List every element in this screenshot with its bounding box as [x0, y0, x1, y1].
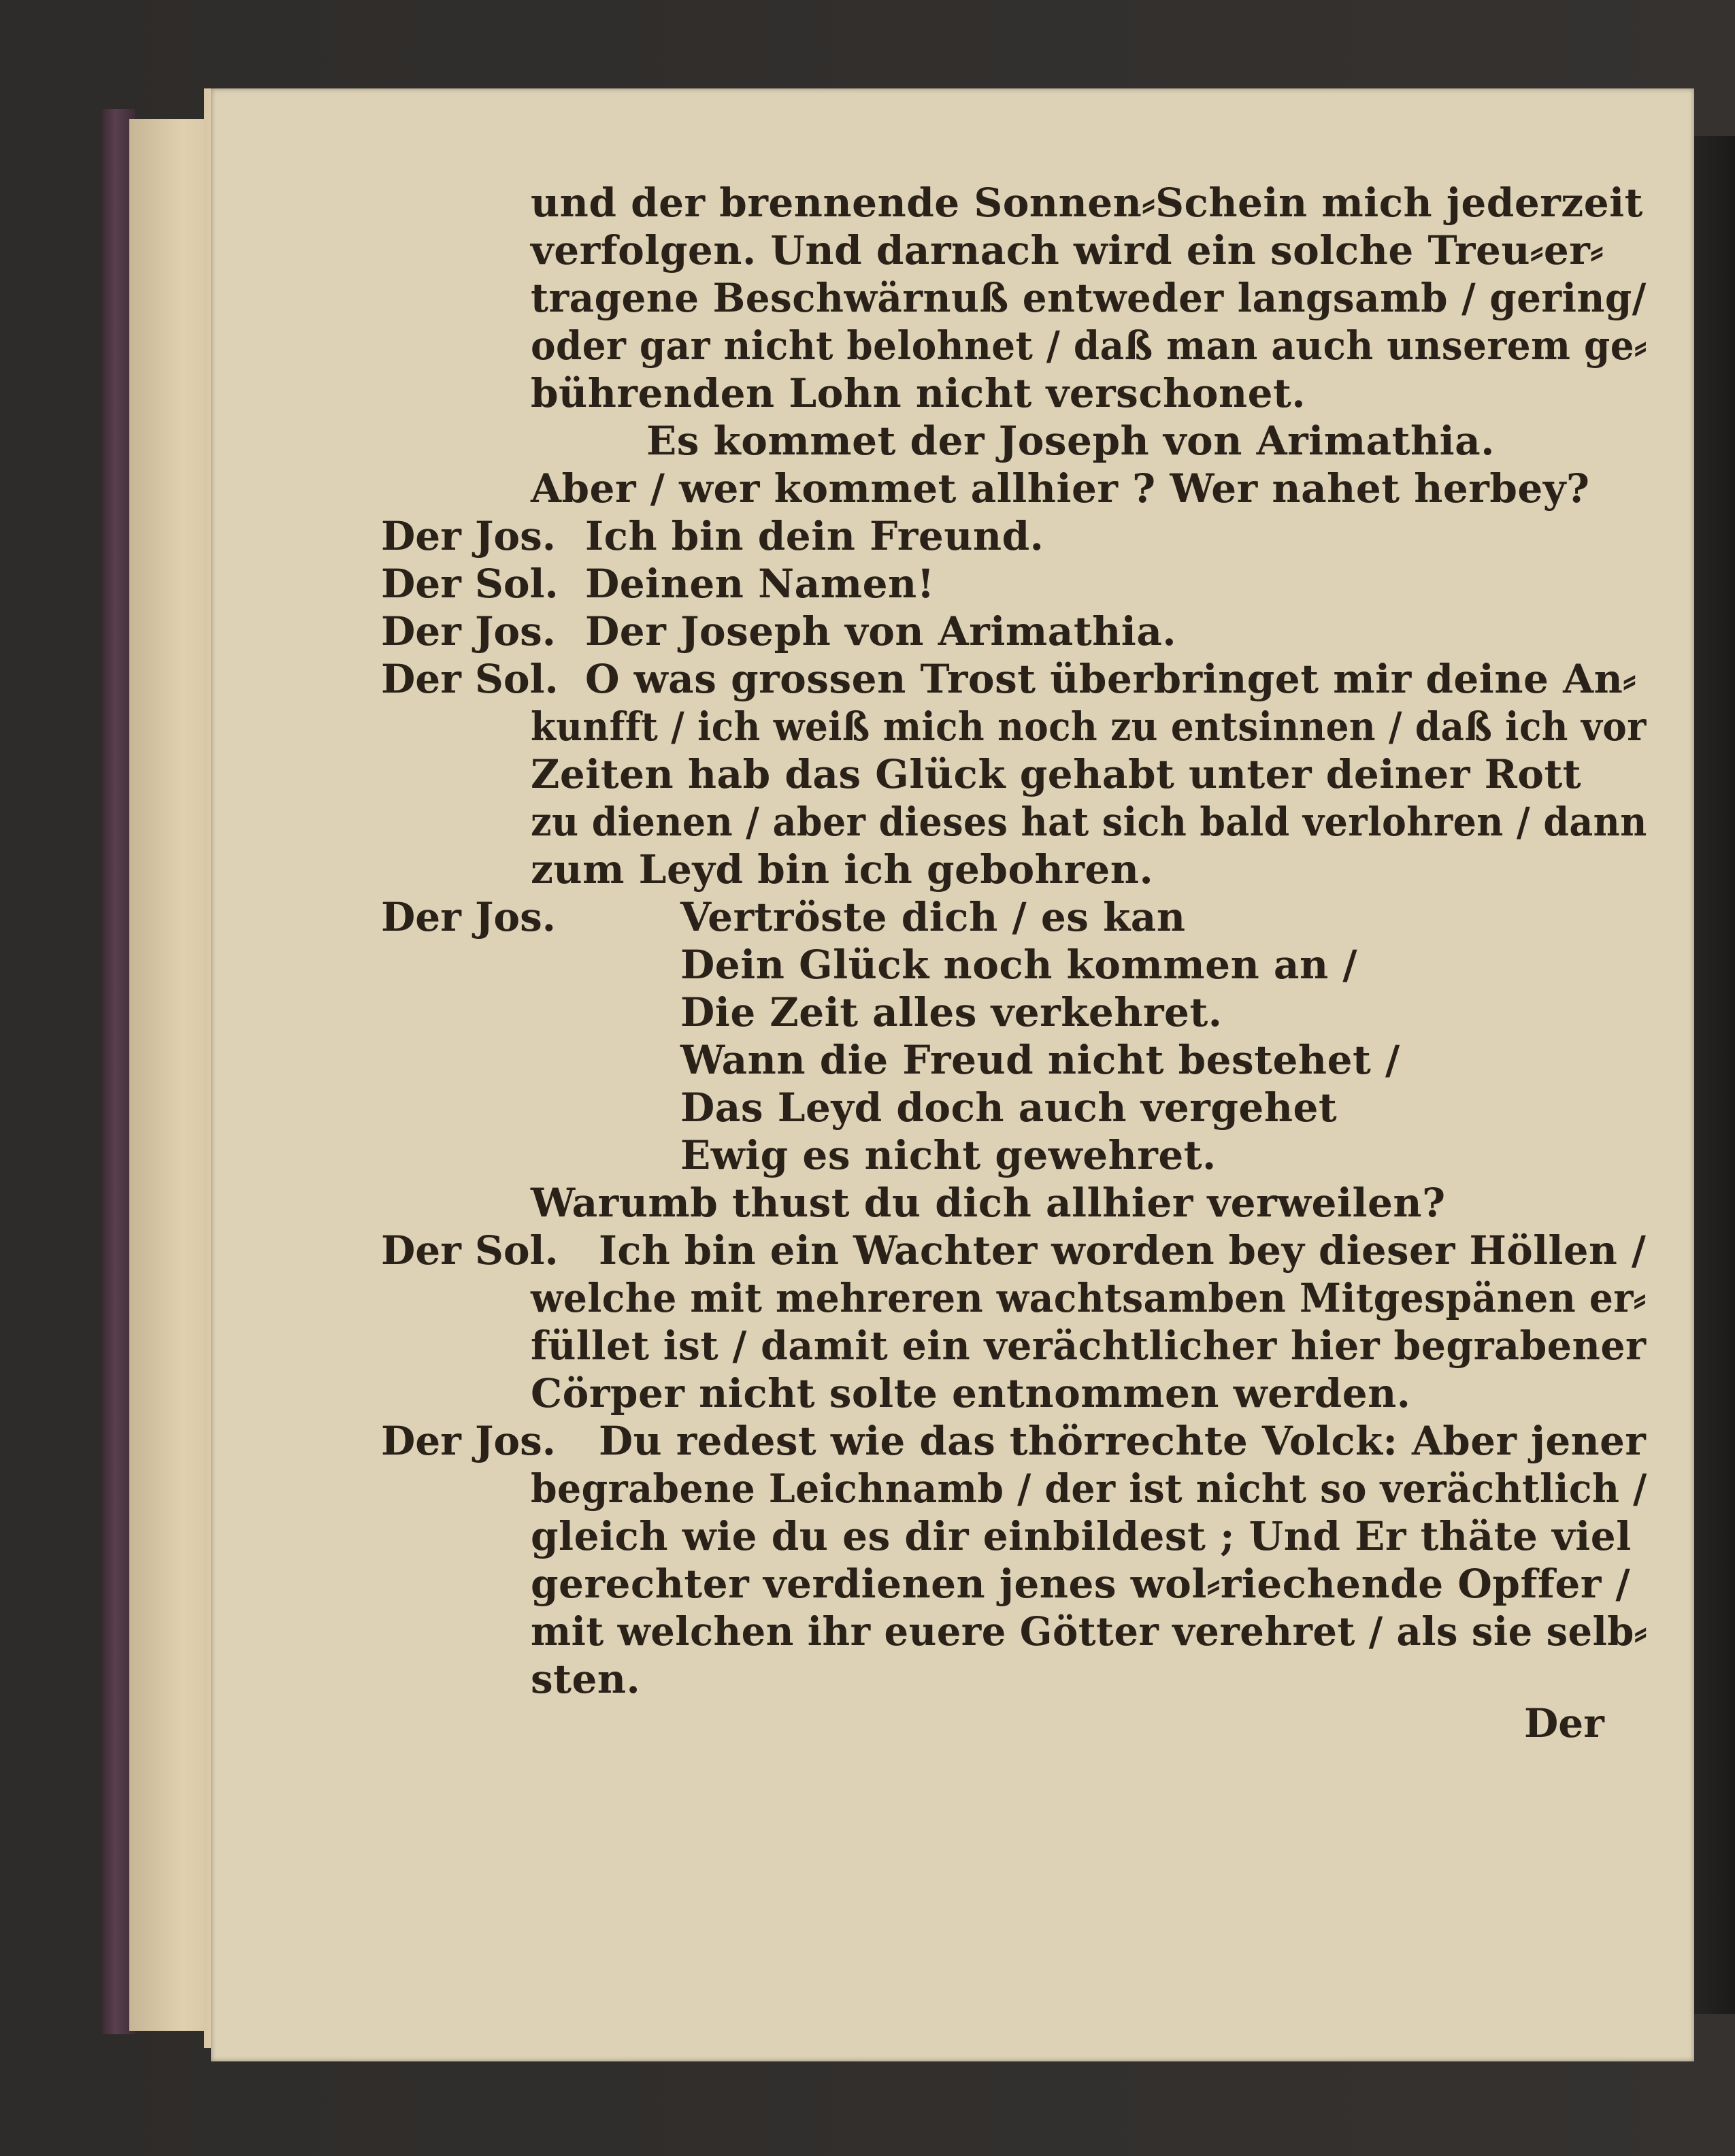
- catchword: Der: [1524, 1700, 1604, 1746]
- speaker-label: Der Jos.: [381, 1418, 556, 1464]
- dialogue-line: Du redest wie das thörrechte Volck: Aber jener: [599, 1418, 1647, 1464]
- book-page: [211, 88, 1694, 2061]
- dialogue-line: O was grossen Trost überbringet mir deine An⸗: [585, 656, 1637, 702]
- text-line: Cörper nicht solte entnommen werden.: [531, 1370, 1411, 1416]
- text-line: und der brennende Sonnen⸗Schein mich jederzeit: [531, 180, 1643, 226]
- verse-line: Ewig es nicht gewehret.: [680, 1132, 1217, 1178]
- text-line: bührenden Lohn nicht verschonet.: [531, 370, 1306, 416]
- text-line: kunfft / ich weiß mich noch zu entsinnen / daß ich vor: [531, 703, 1647, 750]
- text-line: mit welchen ihr euere Götter verehret / als sie selb⸗: [531, 1608, 1647, 1655]
- verse-line: Die Zeit alles verkehret.: [680, 989, 1223, 1035]
- dialogue-line: Ich bin ein Wachter worden bey dieser Höllen /: [599, 1227, 1647, 1274]
- verse-line: Vertröste dich / es kan: [680, 894, 1186, 940]
- text-line: verfolgen. Und darnach wird ein solche Treu⸗er⸗: [531, 227, 1604, 273]
- speaker-label: Der Sol.: [381, 1227, 559, 1274]
- dialogue-line: Der Joseph von Arimathia.: [585, 608, 1177, 654]
- speaker-label: Der Sol.: [381, 561, 559, 607]
- text-line: gerechter verdienen jenes wol⸗riechende Opffer /: [531, 1561, 1631, 1607]
- text-line: welche mit mehreren wachtsamben Mitgespänen er⸗: [531, 1275, 1647, 1321]
- verse-line: Wann die Freud nicht bestehet /: [680, 1037, 1400, 1083]
- text-line: Warumb thust du dich allhier verweilen?: [531, 1180, 1446, 1226]
- speaker-label: Der Jos.: [381, 513, 556, 559]
- text-line: füllet ist / damit ein verächtlicher hier begrabener: [531, 1323, 1647, 1369]
- speaker-label: Der Sol.: [381, 656, 559, 702]
- text-line: zu dienen / aber dieses hat sich bald verlohren / dann: [531, 799, 1647, 845]
- text-line: Zeiten hab das Glück gehabt unter deiner Rott: [531, 751, 1582, 797]
- speaker-label: Der Jos.: [381, 608, 556, 654]
- text-line: gleich wie du es dir einbildest ; Und Er thäte viel: [531, 1513, 1632, 1559]
- verse-line: Das Leyd doch auch vergehet: [680, 1084, 1338, 1131]
- verse-line: Dein Glück noch kommen an /: [680, 942, 1358, 988]
- speaker-label: Der Jos.: [381, 894, 556, 940]
- text-line: oder gar nicht belohnet / daß man auch unserem ge⸗: [531, 322, 1647, 369]
- text-line: zum Leyd bin ich gebohren.: [531, 846, 1154, 893]
- text-line: Aber / wer kommet allhier ? Wer nahet herbey?: [531, 465, 1590, 512]
- stage-direction: Es kommet der Joseph von Arimathia.: [646, 418, 1495, 464]
- text-line: sten.: [531, 1656, 641, 1702]
- text-line: tragene Beschwärnuß entweder langsamb / gering/: [531, 275, 1647, 321]
- text-line: begrabene Leichnamb / der ist nicht so verächtlich /: [531, 1465, 1647, 1512]
- dialogue-line: Ich bin dein Freund.: [585, 513, 1044, 559]
- dialogue-line: Deinen Namen!: [585, 561, 935, 607]
